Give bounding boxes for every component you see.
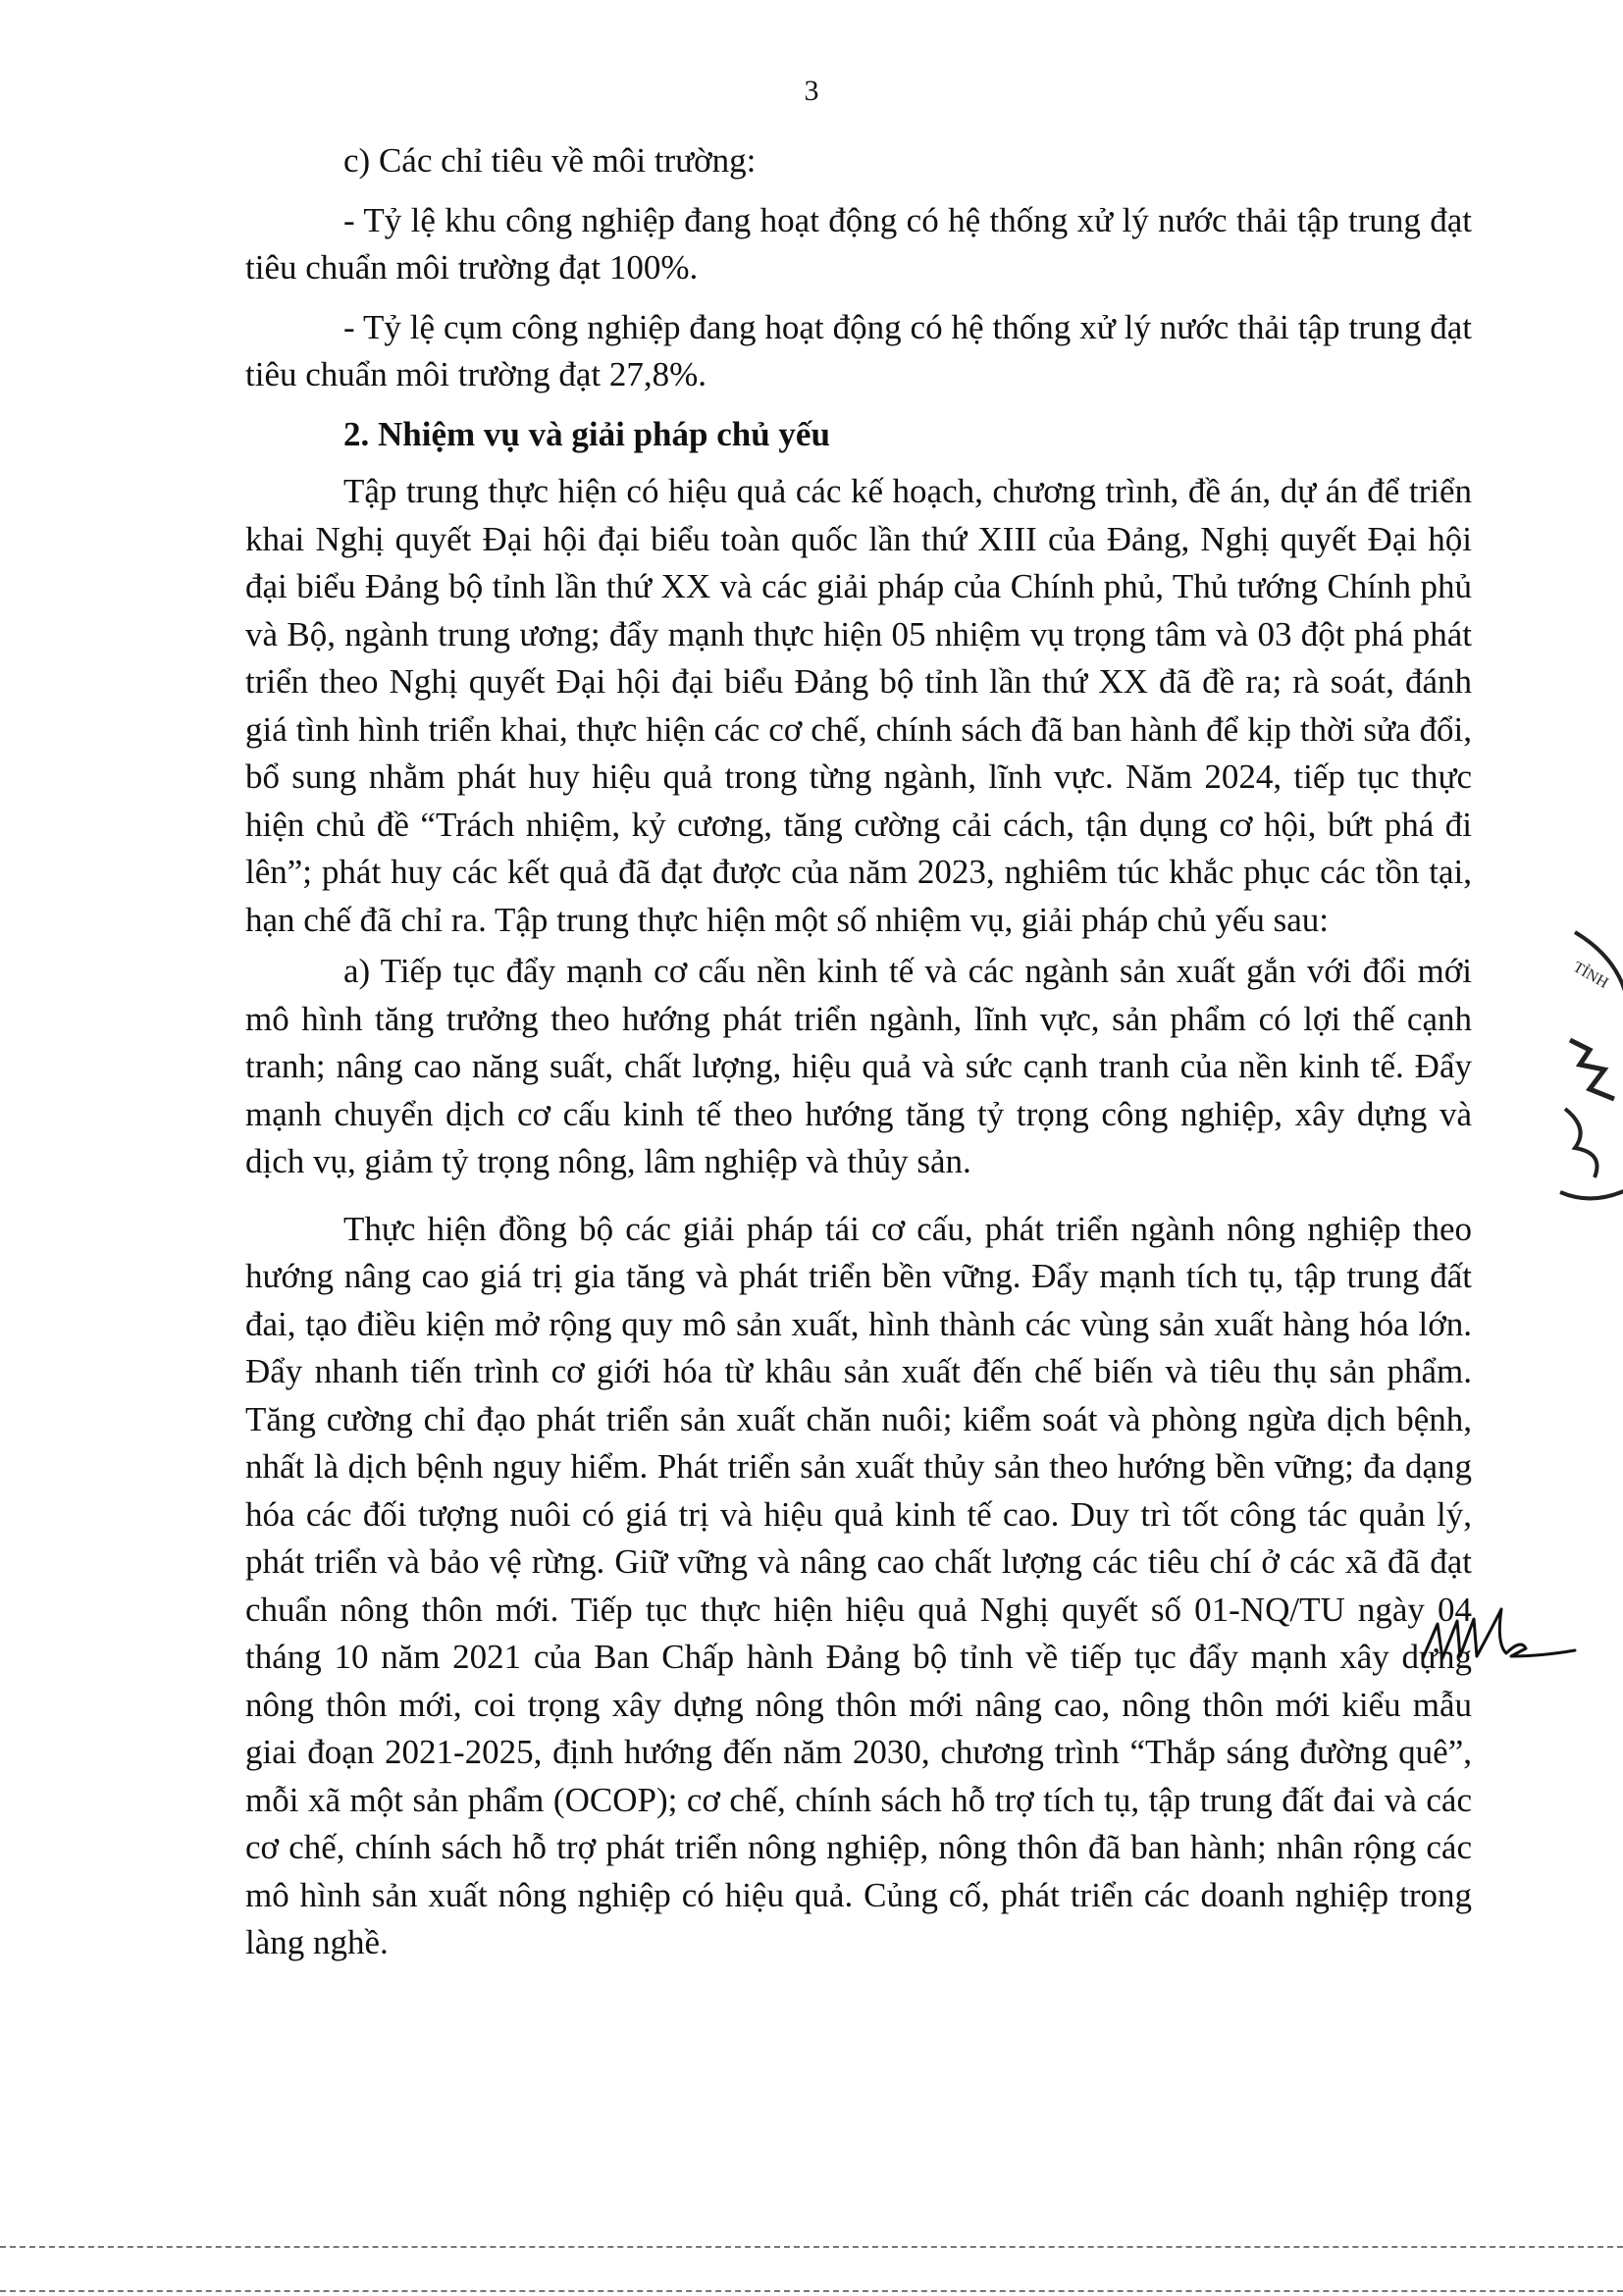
section-2-intro: Tập trung thực hiện có hiệu quả các kế hoạch, chương trình, đề án, dự án để triển khai Nghị quyết Đại hội đại biểu toàn quốc lần thứ XIII của Đảng, Nghị quyết Đại hội đại biểu Đảng bộ tỉnh lần thứ XX và các giải pháp của Chính phủ, Thủ tướng Chính phủ và Bộ, ngành trung ương; đẩy mạnh thực hiện 05 nhiệm vụ trọng tâm và 03 đột phá phát triển theo Nghị quyết Đại hội đại biểu Đảng bộ tỉnh lần thứ XX đã đề ra; rà soát, đánh giá tình hình triển khai, thực hiện các cơ chế, chính sách đã ban hành để kịp thời sửa đổi, bổ sung nhằm phát huy hiệu quả trong từng ngành, lĩnh vực. Năm 2024, tiếp tục thực hiện chủ đề “Trách nhiệm, kỷ cương, tăng cường cải cách, tận dụng cơ hội, bứt phá đi lên”; phát huy các kết quả đã đạt được của năm 2023, nghiêm túc khắc phục các tồn tại, hạn chế đã chỉ ra. Tập trung thực hiện một số nhiệm vụ, giải pháp chủ yếu sau: bbox=[245, 472, 1472, 939]
section-c-heading: c) Các chỉ tiêu về môi trường: bbox=[343, 141, 757, 180]
page-number: 3 bbox=[804, 75, 819, 107]
section-c-item-1: - Tỷ lệ khu công nghiệp đang hoạt động có hệ thống xử lý nước thải tập trung đạt tiêu chuẩn môi trường đạt 100%. bbox=[245, 200, 1472, 287]
footer-rule-2 bbox=[0, 2290, 1623, 2292]
agriculture-paragraph: Thực hiện đồng bộ các giải pháp tái cơ cấu, phát triển ngành nông nghiệp theo hướng nâng cao giá trị gia tăng và phát triển bền vững. Đẩy mạnh tích tụ, tập trung đất đai, tạo điều kiện mở rộng quy mô sản xuất, hình thành các vùng sản xuất hàng hóa lớn. Đẩy nhanh tiến trình cơ giới hóa từ khâu sản xuất đến chế biến và tiêu thụ sản phẩm. Tăng cường chỉ đạo phát triển sản xuất chăn nuôi; kiểm soát và phòng ngừa dịch bệnh, nhất là dịch bệnh nguy hiểm. Phát triển sản xuất thủy sản theo hướng bền vững; đa dạng hóa các đối tượng nuôi có giá trị và hiệu quả kinh tế cao. Duy trì tốt công tác quản lý, phát triển và bảo vệ rừng. Giữ vững và nâng cao chất lượng các tiêu chí ở các xã đã đạt chuẩn nông thôn mới. Tiếp tục thực hiện hiệu quả Nghị quyết số 01-NQ/TU ngày 04 tháng 10 năm 2021 của Ban Chấp hành Đảng bộ tỉnh về tiếp tục đẩy mạnh xây dựng nông thôn mới, coi trọng xây dựng nông thôn mới nâng cao, nông thôn mới kiểu mẫu giai đoạn 2021-2025, định hướng đến năm 2030, chương trình “Thắp sáng đường quê”, mỗi xã một sản phẩm (OCOP); cơ chế, chính sách hỗ trợ tích tụ, tập trung đất đai và các cơ chế, chính sách hỗ trợ phát triển nông nghiệp, nông thôn đã ban hành; nhân rộng các mô hình sản xuất nông nghiệp có hiệu quả. Củng cố, phát triển các doanh nghiệp trong làng nghề. bbox=[245, 1209, 1472, 1961]
seal-text: TỈNH bbox=[1570, 959, 1611, 992]
signature bbox=[1413, 1599, 1580, 1678]
document-body bbox=[245, 137, 1472, 1979]
footer-rule-1 bbox=[0, 2246, 1623, 2248]
section-2-heading: 2. Nhiệm vụ và giải pháp chủ yếu bbox=[343, 414, 830, 453]
section-c-item-2: - Tỷ lệ cụm công nghiệp đang hoạt động có hệ thống xử lý nước thải tập trung đạt tiêu chuẩn môi trường đạt 27,8%. bbox=[245, 307, 1472, 393]
seal-stamp bbox=[1555, 922, 1623, 1217]
item-a-paragraph: a) Tiếp tục đẩy mạnh cơ cấu nền kinh tế và các ngành sản xuất gắn với đổi mới mô hình tăng trưởng theo hướng phát triển ngành, lĩnh vực, sản phẩm có lợi thế cạnh tranh; nâng cao năng suất, chất lượng, hiệu quả và sức cạnh tranh của nền kinh tế. Đẩy mạnh chuyển dịch cơ cấu kinh tế theo hướng tăng tỷ trọng công nghiệp, xây dựng và dịch vụ, giảm tỷ trọng nông, lâm nghiệp và thủy sản. bbox=[245, 952, 1472, 1180]
